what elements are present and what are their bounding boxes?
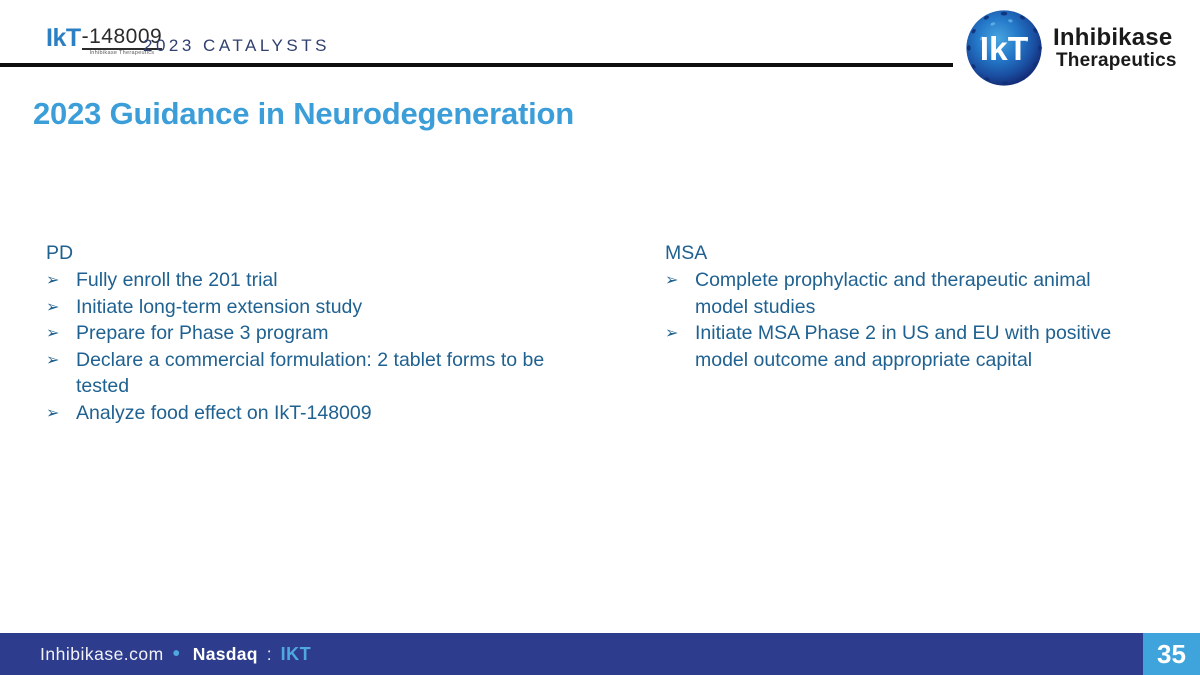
list-item xyxy=(665,320,1137,373)
bullet-arrow-icon: ➢ xyxy=(46,349,60,369)
bullet-text: Initiate long-term extension study xyxy=(76,295,363,318)
ticker-colon: : xyxy=(266,643,272,664)
list-item xyxy=(665,267,1137,320)
bullet-text: Fully enroll the 201 trial xyxy=(76,269,278,291)
company-logo xyxy=(964,8,1177,88)
ikt-logo-number: -148009 xyxy=(81,25,163,48)
bullet-arrow-icon: ➢ xyxy=(665,323,679,342)
company-name-line1: Inhibikase xyxy=(1053,24,1173,52)
ticker-symbol: IKT xyxy=(280,643,312,664)
company-name xyxy=(1053,25,1177,70)
pd-heading: PD xyxy=(46,242,74,264)
list-item xyxy=(46,347,598,400)
pd-bullet-list xyxy=(46,267,598,426)
bullet-text: Initiate MSA Phase 2 in US and EU with positive model outcome and appropriate capital xyxy=(695,322,1112,371)
msa-bullet-list xyxy=(665,267,1137,373)
msa-section xyxy=(665,240,1137,373)
ikt-logo-subtext: Inhibikase Therapeutics xyxy=(89,50,155,56)
website-link[interactable]: Inhibikase.com xyxy=(40,643,164,664)
page-number-box xyxy=(1143,633,1200,675)
page-number: 35 xyxy=(1157,638,1186,669)
bullet-arrow-icon: ➢ xyxy=(46,402,60,422)
bullet-separator-icon: • xyxy=(172,643,180,665)
bullet-text: Analyze food effect on IkT-148009 xyxy=(76,401,372,424)
ikt-logo-text: IkT xyxy=(46,24,81,52)
bullet-text: Declare a commercial formulation: 2 tablet forms to be tested xyxy=(76,348,545,397)
pd-section xyxy=(46,240,598,426)
page-title: 2023 Guidance in Neurodegeneration xyxy=(33,96,575,131)
header-rule xyxy=(0,63,953,67)
company-sphere-text: IkT xyxy=(979,31,1029,68)
footer-info xyxy=(40,644,311,665)
bullet-text: Prepare for Phase 3 program xyxy=(76,322,329,344)
bullet-text: Complete prophylactic and therapeutic animal model studies xyxy=(695,269,1091,318)
company-name-line2: Therapeutics xyxy=(1056,49,1177,71)
msa-heading: MSA xyxy=(665,242,708,264)
catalysts-label: 2023 CATALYSTS xyxy=(143,36,330,55)
bullet-arrow-icon: ➢ xyxy=(46,270,60,289)
list-item xyxy=(46,400,598,427)
bullet-arrow-icon: ➢ xyxy=(46,296,60,316)
nasdaq-label: Nasdaq xyxy=(192,643,258,664)
list-item xyxy=(46,320,598,347)
list-item xyxy=(46,267,598,294)
bullet-arrow-icon: ➢ xyxy=(665,270,679,289)
footer-bar xyxy=(0,633,1200,675)
bullet-arrow-icon: ➢ xyxy=(46,323,60,342)
company-sphere-icon xyxy=(964,8,1044,88)
list-item xyxy=(46,294,598,321)
